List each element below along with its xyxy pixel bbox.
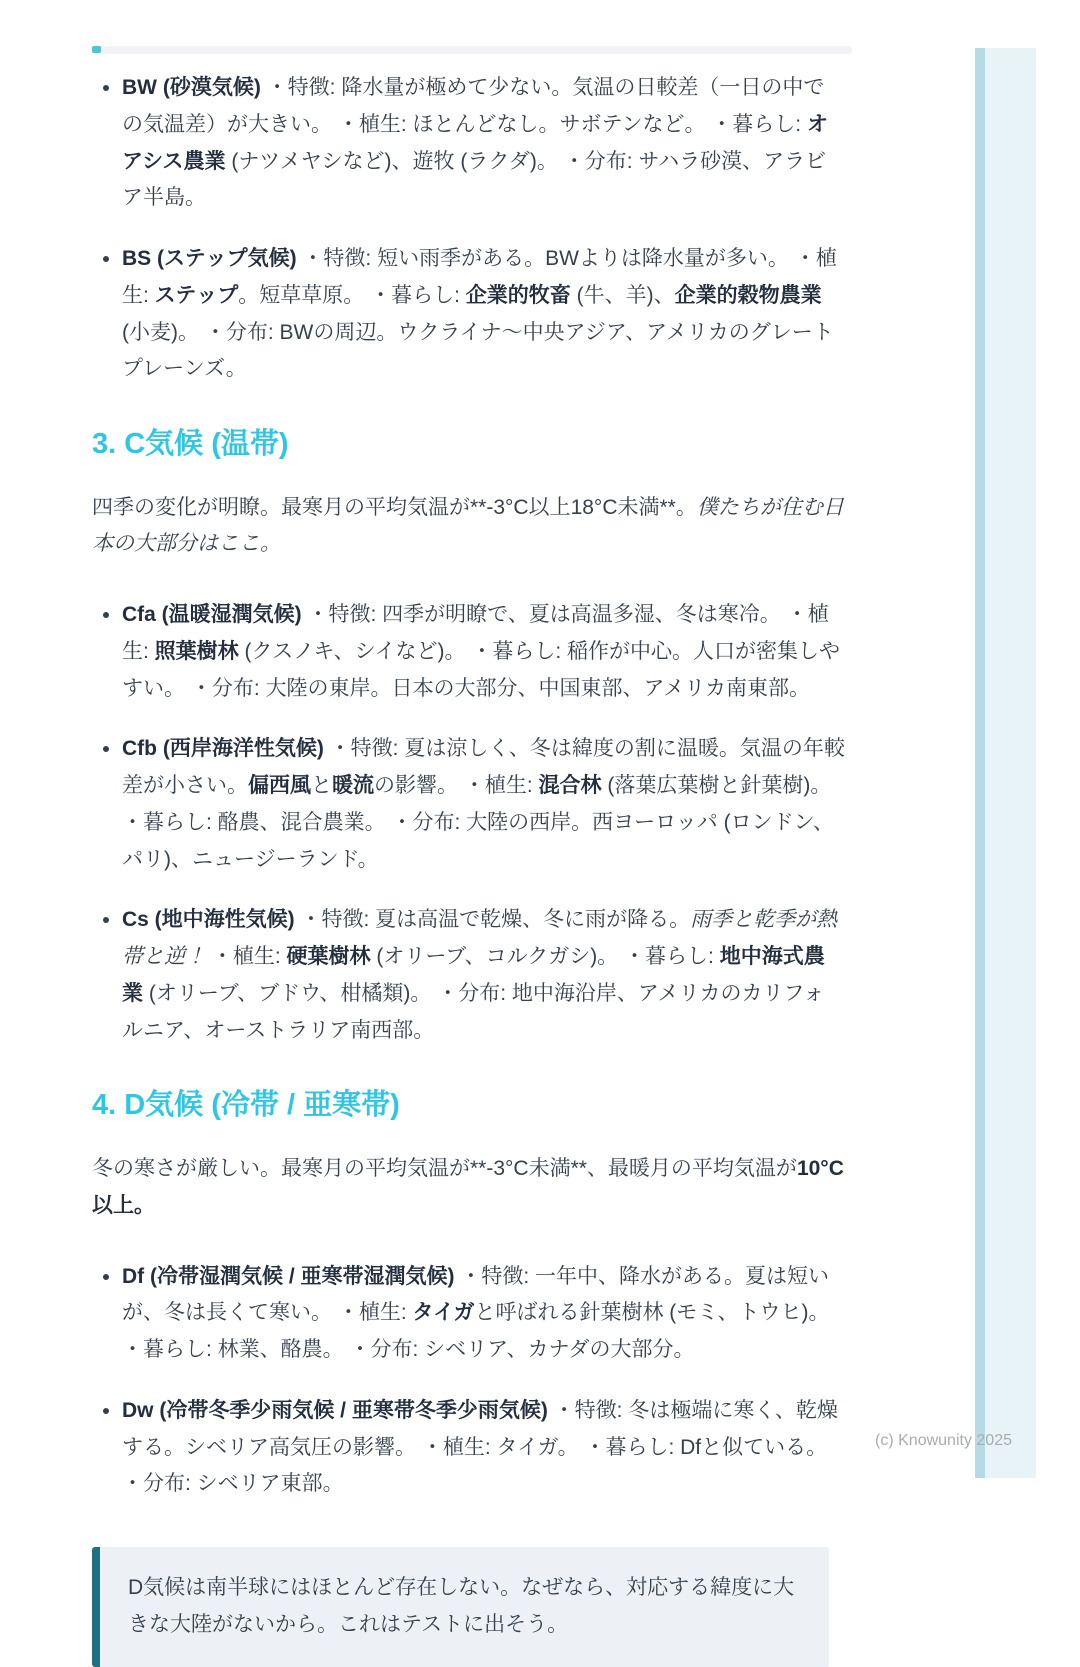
text-run: ・特徴: 降水量が極めて少ない。気温の日較差（一日の中での気温差）が大きい。 ・植生: ほとんどなし。サボテンなど。 ・暮らし:	[122, 76, 825, 136]
document-page-content	[92, 0, 845, 1667]
bold-term: タイガ	[412, 1301, 475, 1325]
bold-term: 暖流	[332, 774, 374, 798]
climate-bullet-item	[122, 70, 845, 217]
text-run: と	[311, 774, 332, 798]
bold-term: BW (砂漠気候)	[122, 76, 261, 99]
bold-term: 硬葉樹林	[286, 945, 371, 969]
bold-term: 企業的穀物農業	[674, 283, 822, 307]
callout-text: D気候は南半球にはほとんど存在しない。なぜなら、対応する緯度に大きな大陸がないから。これはテストに出そう。	[128, 1576, 795, 1636]
text-run: ・植生:	[206, 945, 287, 969]
climate-bullet-item	[122, 902, 845, 1049]
climate-bullet-item	[122, 597, 845, 707]
bold-term: 10°C以上。	[92, 1157, 844, 1217]
text-run: ・特徴: 夏は高温で乾燥、冬に雨が降る。	[294, 908, 691, 932]
text-run: 四季の変化が明瞭。最寒月の平均気温が**-3°C以上18°C未満**。	[92, 495, 697, 519]
text-run: (小麦)。 ・分布: BWの周辺。ウクライナ〜中央アジア、アメリカのグレートプレーンズ。	[122, 320, 834, 381]
bold-term: 地中海式農業	[122, 945, 825, 1005]
text-run: ・特徴: 冬は極端に寒く、乾燥する。シベリア高気圧の影響。 ・植生: タイガ。 ・暮らし: Dfと似ている。 ・分布: シベリア東部。	[122, 1398, 838, 1496]
text-run: (ナツメヤシなど)、遊牧 (ラクダ)。 ・分布: サハラ砂漠、アラビア半島。	[122, 149, 827, 210]
section-c-heading: 3. C気候 (温帯)	[92, 428, 289, 460]
text-run: ・特徴: 一年中、降水がある。夏は短いが、冬は長くて寒い。 ・植生:	[122, 1264, 829, 1325]
text-run: (クスノキ、シイなど)。 ・暮らし: 稲作が中心。人口が密集しやすい。 ・分布: 大陸の東岸。日本の大部分、中国東部、アメリカ南東部。	[122, 639, 841, 700]
climate-bullet-item	[122, 241, 845, 388]
right-page-edge-strip	[975, 48, 1036, 1478]
climate-bullet-item	[122, 1393, 845, 1503]
subarctic-climate-list	[92, 1259, 845, 1504]
bold-term: Cfb (西岸海洋性気候)	[122, 737, 324, 761]
section-d-heading: 4. D気候 (冷帯 / 亜寒帯)	[92, 1089, 400, 1122]
text-run: (落葉広葉樹と針葉樹)。 ・暮らし: 酪農、混合農業。 ・分布: 大陸の西岸。西ヨーロッパ (ロンドン、パリ)、ニュージーランド。	[122, 774, 834, 871]
climate-bullet-item	[122, 1259, 845, 1369]
bold-term: BS (ステップ気候)	[122, 247, 297, 270]
text-run: (牛、羊)、	[570, 283, 675, 307]
italic-note: 僕たちが住む日本の大部分はここ。	[92, 495, 844, 556]
bold-term: Df (冷帯湿潤気候 / 亜寒帯湿潤気候)	[122, 1264, 455, 1288]
text-run: ・特徴: 短い雨季がある。BWよりは降水量が多い。 ・植生:	[122, 247, 837, 307]
text-run: 冬の寒さが厳しい。最寒月の平均気温が**-3°C未満**、最暖月の平均気温が	[92, 1157, 797, 1181]
bold-term: 照葉樹林	[154, 639, 239, 663]
section-c-intro	[92, 490, 845, 564]
text-run: ・特徴: 夏は涼しく、冬は緯度の割に温暖。気温の年較差が小さい。	[122, 737, 845, 798]
watermark: (c) Knowunity 2025	[875, 1432, 1012, 1449]
bold-term: 企業的牧畜	[465, 283, 571, 307]
bold-term: Cs (地中海性気候)	[122, 908, 295, 932]
bold-term: Cfa (温暖湿潤気候)	[122, 603, 302, 627]
arid-climate-list	[92, 70, 845, 388]
temperate-climate-list	[92, 597, 845, 1049]
bold-term: オアシス農業	[122, 112, 828, 173]
section-d-intro	[92, 1151, 845, 1225]
text-run: 。短草草原。 ・暮らし:	[238, 283, 466, 307]
bold-term: Dw (冷帯冬季少雨気候 / 亜寒帯冬季少雨気候)	[122, 1398, 548, 1422]
text-run: の影響。 ・植生:	[374, 774, 539, 798]
text-run: ・特徴: 四季が明瞭で、夏は高温多湿、冬は寒冷。 ・植生:	[122, 603, 829, 663]
italic-note: 雨季と乾季が熱帯と逆！	[122, 908, 838, 969]
text-run: (オリーブ、コルクガシ)。 ・暮らし:	[370, 945, 720, 969]
climate-bullet-item	[122, 731, 845, 878]
bold-term: ステップ	[154, 283, 239, 307]
text-run: と呼ばれる針葉樹林 (モミ、トウヒ)。 ・暮らし: 林業、酪農。 ・分布: シベリア、カナダの大部分。	[122, 1301, 830, 1362]
bold-term: 混合林	[538, 774, 602, 798]
callout-note	[92, 1547, 829, 1667]
bold-term: 偏西風	[248, 774, 311, 798]
text-run: (オリーブ、ブドウ、柑橘類)。 ・分布: 地中海沿岸、アメリカのカリフォルニア、オーストラリア南西部。	[122, 981, 825, 1042]
